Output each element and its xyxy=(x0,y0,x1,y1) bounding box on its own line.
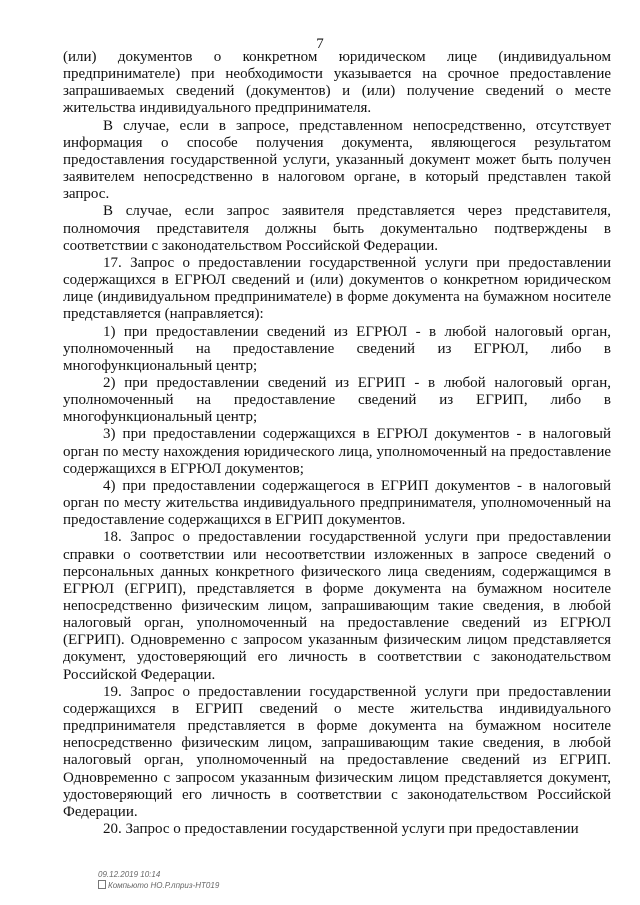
footer-file-line xyxy=(98,880,219,891)
footer-file-name: Компьюто НО.Р.лприз-НТ019 xyxy=(108,881,220,890)
paragraph: 4) при предоставлении содержащегося в ЕГРИП документов - в налоговый орган по месту жительства индивидуального предпринимателя, уполномоченный на предоставление содержащихся в ЕГРИП документов. xyxy=(63,477,611,529)
document-body xyxy=(63,49,611,838)
paragraph: 19. Запрос о предоставлении государственной услуги при предоставлении содержащихся в ЕГРИП сведений о месте жительства индивидуального предпринимателя представляется в форме документа на бумажном носителе непосредственно физическим лицом, запрашивающим такие сведения, в любой налоговый орган, уполномоченный на предоставление сведений из ЕГРИП. Одновременно с запросом указанным физическим лицом представляется документ, удостоверяющий его личность в соответствии с законодательством Российской Федерации. xyxy=(63,683,611,820)
paragraph: 1) при предоставлении сведений из ЕГРЮЛ - в любой налоговый орган, уполномоченный на предоставление сведений из ЕГРЮЛ, либо в многофункциональный центр; xyxy=(63,323,611,374)
document-icon xyxy=(98,880,106,889)
paragraph: В случае, если запрос заявителя представляется через представителя, полномочия представителя должны быть документально подтверждены в соответствии с законодательством Российской Федерации. xyxy=(63,203,611,254)
paragraph: 18. Запрос о предоставлении государственной услуги при предоставлении справки о соответствии или несоответствии изложенных в запросе сведений о персональных данных конкретного физического лица сведениям, содержащимся в ЕГРЮЛ (ЕГРИП), представляется в форме документа на бумажном носителе непосредственно физическим лицом, запрашивающим такие сведения, в любой налоговый орган, уполномоченный на предоставление сведений из ЕГРЮЛ (ЕГРИП). Одновременно с запросом указанным физическим лицом представляется документ, удостоверяющий его личность в соответствии с законодательством Российской Федерации. xyxy=(63,529,611,683)
footer-timestamp: 09.12.2019 10:14 xyxy=(98,870,161,879)
paragraph: 2) при предоставлении сведений из ЕГРИП - в любой налоговый орган, уполномоченный на предоставление сведений из ЕГРИП, либо в многофункциональный центр; xyxy=(63,374,611,426)
paragraph: (или) документов о конкретном юридическом лице (индивидуальном предпринимателе) при необходимости указывается на срочное предоставление запрашиваемых сведений (документов) и (или) получение сведений о месте жительства индивидуального предпринимателя. xyxy=(63,49,611,117)
page-number: 7 xyxy=(316,36,324,52)
paragraph: 3) при предоставлении содержащихся в ЕГРЮЛ документов - в налоговый орган по месту нахождения юридического лица, уполномоченный на предоставление содержащихся в ЕГРЮЛ документов; xyxy=(63,426,611,477)
paragraph: 20. Запрос о предоставлении государственной услуги при предоставлении xyxy=(103,821,579,838)
paragraph: 17. Запрос о предоставлении государственной услуги при предоставлении содержащихся в ЕГРЮЛ сведений и (или) документов о конкретном юридическом лице (индивидуальном предпринимателе) в форме документа на бумажном носителе представляется (направляется): xyxy=(63,254,611,323)
footer-stamp xyxy=(98,870,219,891)
paragraph: В случае, если в запросе, представленном непосредственно, отсутствует информация о способе получения документа, являющегося результатом предоставления государственной услуги, указанный документ может быть получен заявителем непосредственно в налоговом органе, в который представлен такой запрос. xyxy=(63,117,611,203)
